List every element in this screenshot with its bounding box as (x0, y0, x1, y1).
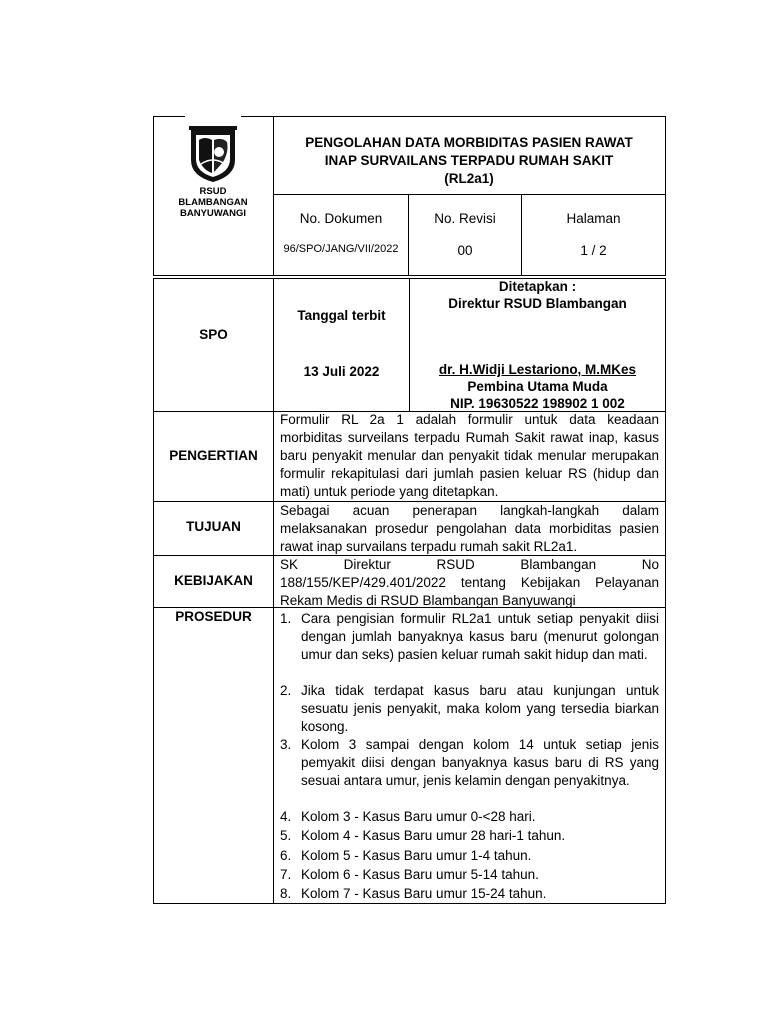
issue-date-label: Tanggal terbit (297, 308, 386, 323)
title-line-1: PENGOLAHAN DATA MORBIDITAS PASIEN RAWAT (305, 135, 633, 150)
page-value: 1 / 2 (580, 243, 607, 258)
org-line-3: BANYUWANGI (180, 208, 246, 219)
doc-number-label: No. Dokumen (299, 211, 383, 226)
tujuan-text: Sebagai acuan penerapan langkah-langkah dalam melaksanakan prosedur pengolahan data morbiditas pasien rawat inap survailans terpadu rumah sakit RL2a1. (280, 503, 659, 554)
header-table-left-border (153, 116, 154, 276)
body-table-right-border (665, 278, 666, 904)
org-line-2: BLAMBANGAN (178, 197, 248, 208)
procedure-item (280, 808, 659, 826)
procedure-number: 7. (280, 867, 292, 882)
procedure-number: 2. (280, 683, 292, 698)
procedure-text: Jika tidak terdapat kasus baru atau kunjungan untuk sesuatu jenis penyakit, maka kolom yang tersedia biarkan kosong. (301, 683, 659, 734)
approved-label: Ditetapkan : (498, 279, 577, 294)
procedure-item (280, 827, 659, 845)
kebijakan-label: KEBIJAKAN (174, 573, 253, 588)
procedure-item (280, 885, 659, 903)
tujuan-label: TUJUAN (186, 519, 241, 534)
header-table-bottom-border (153, 275, 666, 276)
procedure-text: Cara pengisian formulir RL2a1 untuk setiap penyakit diisi dengan jumlah banyaknya kasus baru (menurut golongan umur dan seks) pasien keluar rumah sakit hidup dan mati. (301, 611, 659, 662)
body-table-bottom-border (153, 903, 666, 904)
doc-number-value: 96/SPO/JANG/VII/2022 (283, 243, 399, 255)
org-name (160, 186, 266, 219)
signer-nip: NIP. 19630522 198902 1 002 (450, 396, 625, 411)
procedure-number: 5. (280, 828, 292, 843)
rsud-logo-emblem (185, 126, 241, 184)
signer-name: dr. H.Widji Lestariono, M.MKes (438, 362, 637, 377)
procedure-item (280, 736, 659, 790)
procedure-item (280, 866, 659, 884)
header-table-mid-border (273, 194, 666, 195)
procedure-text: Kolom 6 - Kasus Baru umur 5-14 tahun. (301, 867, 539, 882)
procedure-text: Kolom 4 - Kasus Baru umur 28 hari-1 tahun. (301, 828, 566, 843)
procedure-text: Kolom 3 - Kasus Baru umur 0-<28 hari. (301, 809, 536, 824)
procedure-item (280, 847, 659, 865)
revision-label: No. Revisi (434, 211, 496, 226)
header-table-right-border (665, 116, 666, 276)
procedure-text: Kolom 7 - Kasus Baru umur 15-24 tahun. (301, 886, 547, 901)
revision-value: 00 (457, 243, 473, 258)
header-table-doc-divider (408, 194, 409, 276)
body-table-left-border (153, 278, 154, 904)
procedure-number: 8. (280, 886, 292, 901)
page-label: Halaman (566, 211, 621, 226)
issue-date-value: 13 Juli 2022 (303, 364, 380, 379)
kebijakan-text: SK Direktur RSUD Blambangan No 188/155/KEP/429.401/2022 tentang Kebijakan Pelayanan Rekam Medis di RSUD Blambangan Banyuwangi (280, 557, 659, 608)
procedure-number: 6. (280, 848, 292, 863)
procedure-item (280, 682, 659, 736)
procedure-number: 4. (280, 809, 292, 824)
procedure-text: Kolom 5 - Kasus Baru umur 1-4 tahun. (301, 848, 532, 863)
header-table-rev-divider (521, 194, 522, 276)
pengertian-text: Formulir RL 2a 1 adalah formulir untuk data keadaan morbiditas surveilans terpadu Rumah Sakit rawat inap, kasus baru penyakit menular dan penyakit tidak menular merupakan formulir rekapitulasi dari jumlah pasien keluar RS (hidup dan mati) untuk periode yang ditetapkan. (280, 412, 659, 499)
document-title (283, 134, 655, 188)
org-line-1: RSUD (199, 186, 227, 197)
procedure-item (280, 610, 659, 664)
title-line-3: (RL2a1) (444, 171, 494, 186)
procedure-text: Kolom 3 sampai dengan kolom 14 untuk setiap jenis pemyakit diisi dengan banyaknya kasus baru di RS yang sesuai antara umur, jenis kelamin dengan penyakitnya. (301, 737, 659, 788)
title-line-2: INAP SURVAILANS TERPADU RUMAH SAKIT (324, 153, 614, 168)
prosedur-label: PROSEDUR (175, 609, 252, 624)
procedure-number: 3. (280, 737, 292, 752)
approved-by: Direktur RSUD Blambangan (448, 296, 627, 311)
procedure-number: 1. (280, 611, 292, 626)
spo-label: SPO (199, 327, 228, 342)
logo-top-mark-line (185, 114, 241, 115)
pengertian-label: PENGERTIAN (169, 448, 258, 463)
signer-rank: Pembina Utama Muda (467, 379, 608, 394)
